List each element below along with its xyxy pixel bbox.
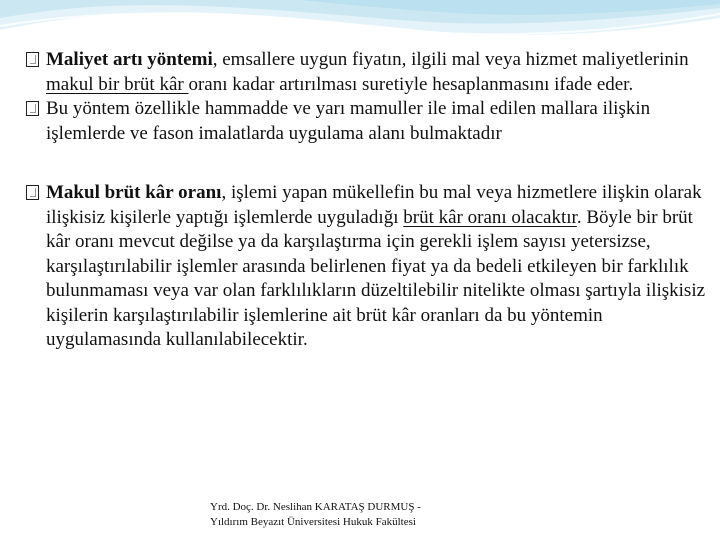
paragraph-text: , emsallere uygun fiyatın, ilgili mal veya hizmet maliyetlerinin bbox=[212, 49, 689, 70]
checkbox-bullet-icon bbox=[26, 185, 39, 200]
paragraph-text: oranı kadar artırılması suretiyle hesaplanmasını ifade eder. bbox=[188, 73, 634, 95]
paragraph-maliyet-arti bbox=[26, 48, 706, 97]
paragraph-text: , işlemi yapan mükellefin bu mal veya hizmetlere ilişkin olarak ilişkisiz kişilerle yaptığı işlemlerde uyguladığı bbox=[46, 182, 702, 228]
footer-line-institution: Yıldırım Beyazıt Üniversitesi Hukuk Fakültesi bbox=[210, 516, 416, 528]
checkbox-bullet-icon bbox=[26, 52, 39, 67]
term-maliyet-arti: Maliyet artı yöntemi bbox=[46, 49, 213, 70]
paragraph-uygulama-alani bbox=[26, 97, 706, 146]
footer-line-author: Yrd. Doç. Dr. Neslihan KARATAŞ DURMUŞ - bbox=[210, 501, 421, 513]
paragraph-text: Bu yöntem özellikle hammadde ve yarı mamuller ile imal edilen mallara ilişkin işlemlerde ve fason imalatlarda uygulama alanı bulmaktadır bbox=[46, 98, 651, 144]
underlined-text: makul bir brüt kâr bbox=[46, 73, 189, 95]
paragraph-text: . Böyle bir brüt kâr oranı mevcut değilse ya da karşılaştırma için gerekli işlem sayısı yetersizse, karşılaştırılabilir işlemler arasında belirlenen fiyat ya da bedeli etkileyen bir farklılık bulunmaması veya var olan farklılıkların düzeltilebilir nitelikte olması şartıyla ilişkisiz kişilerin karşılaştırılabilir işlemlerine ait brüt kâr oranları da bu yöntemin uygulamasında kullanılabilecektir. bbox=[46, 206, 706, 350]
term-makul-brut-kar: Makul brüt kâr oranı bbox=[46, 182, 222, 203]
paragraph-makul-brut-kar bbox=[26, 181, 706, 353]
checkbox-bullet-icon bbox=[26, 101, 39, 116]
slide-content bbox=[26, 48, 706, 353]
underlined-text: brüt kâr oranı olacaktır bbox=[403, 206, 577, 228]
footer-author bbox=[210, 500, 421, 530]
